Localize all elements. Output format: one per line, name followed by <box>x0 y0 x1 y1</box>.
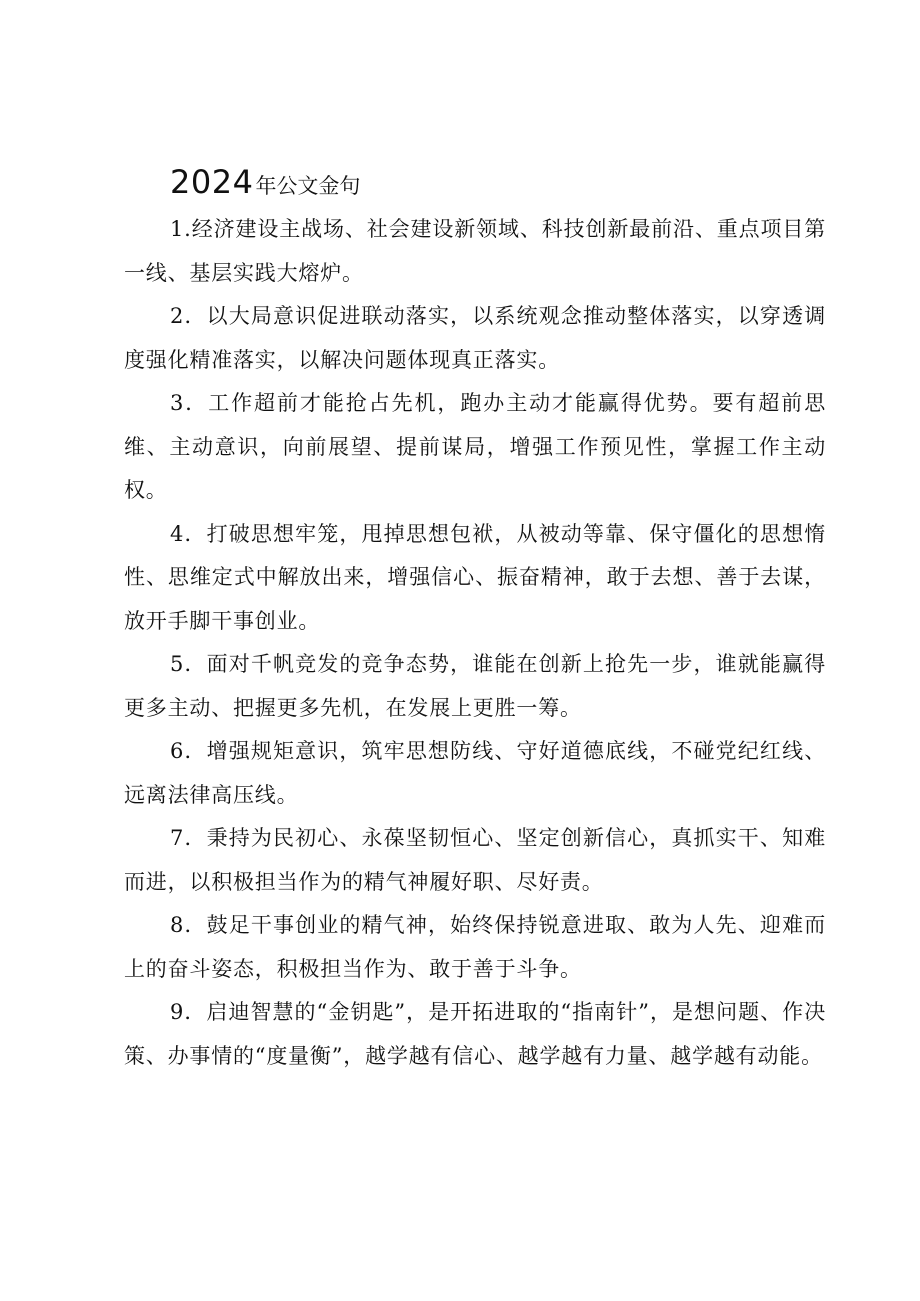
paragraph-4: 4．打破思想牢笼，甩掉思想包袱，从被动等靠、保守僵化的思想惰性、思维定式中解放出来，增强信心、振奋精神，敢于去想、善于去谋，放开手脚干事创业。 <box>124 521 826 633</box>
paragraph-8: 8．鼓足干事创业的精气神，始终保持锐意进取、敢为人先、迎难而上的奋斗姿态，积极担当作为、敢于善于斗争。 <box>124 913 826 981</box>
document-title <box>170 156 826 208</box>
paragraph-1: 1.经济建设主战场、社会建设新领域、科技创新最前沿、重点项目第一线、基层实践大熔炉。 <box>124 217 826 285</box>
title-year: 2024 <box>170 163 254 201</box>
paragraph-7: 7．秉持为民初心、永葆坚韧恒心、坚定创新信心，真抓实干、知难而进，以积极担当作为的精气神履好职、尽好责。 <box>124 826 826 894</box>
title-text: 年公文金句 <box>255 174 361 198</box>
paragraph-5: 5．面对千帆竞发的竞争态势，谁能在创新上抢先一步，谁就能赢得更多主动、把握更多先机，在发展上更胜一筹。 <box>124 652 826 720</box>
paragraph-3: 3．工作超前才能抢占先机，跑办主动才能赢得优势。要有超前思维、主动意识，向前展望、提前谋局，增强工作预见性，掌握工作主动权。 <box>124 391 826 502</box>
paragraph-6: 6．增强规矩意识，筑牢思想防线、守好道德底线，不碰党纪红线、远离法律高压线。 <box>124 739 826 807</box>
paragraph-9: 9．启迪智慧的“金钥匙”，是开拓进取的“指南针”，是想问题、作决策、办事情的“度量衡”，越学越有信心、越学越有力量、越学越有动能。 <box>124 1000 826 1068</box>
document-page <box>124 156 826 1078</box>
paragraph-2: 2．以大局意识促进联动落实，以系统观念推动整体落实，以穿透调度强化精准落实，以解决问题体现真正落实。 <box>124 304 826 372</box>
